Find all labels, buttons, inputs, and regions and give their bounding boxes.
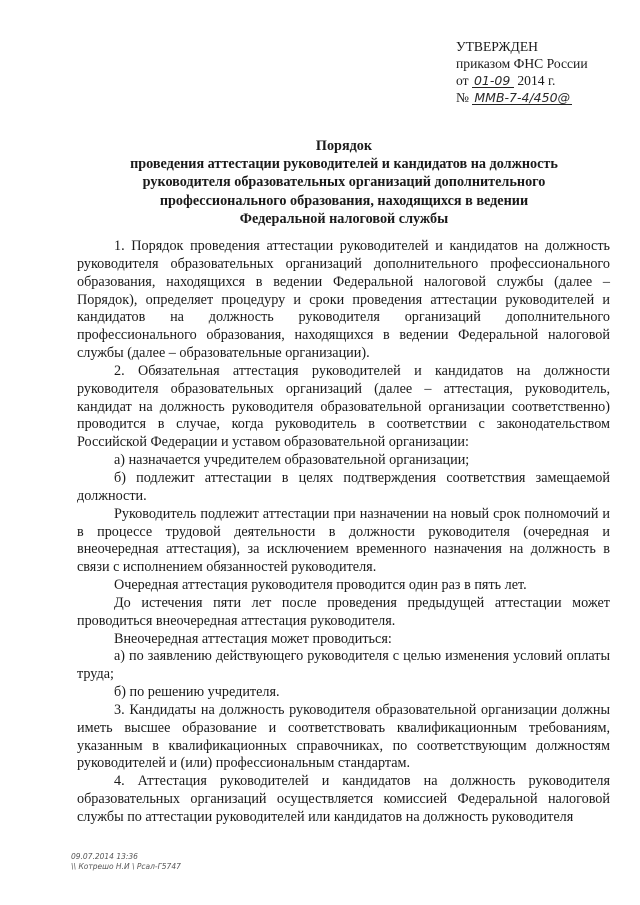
date-suffix: 2014 г. xyxy=(517,73,556,88)
paragraph-extraordinary: Внеочередная аттестация может проводиться: xyxy=(114,630,392,647)
title-line-1: Порядок xyxy=(315,138,373,154)
document-footer xyxy=(71,852,181,872)
paragraph-2: 2. Обязательная аттестация руководителей и кандидатов на должности руководителя образовательных организаций (далее – аттестация, руководитель, кандидат на должность руководителя образовательной организации соответственно) проводится в случае, когда руководитель в соответствии с законодательством Российской Федерации и уставом образовательной организации: xyxy=(77,362,610,451)
approved-label: УТВЕРЖДЕН xyxy=(456,39,538,54)
paragraph-2b: б) подлежит аттестации в целях подтверждения соответствия замещаемой должности. xyxy=(77,469,610,504)
handwritten-date: 01-09 xyxy=(472,74,514,88)
paragraph-1: 1. Порядок проведения аттестации руководителей и кандидатов на должность руководителя образовательных организаций дополнительного профессионального образования, находящихся в ведении Федеральной налоговой службы (далее – Порядок), определяет процедуру и сроки проведения аттестации руководителей и кандидатов на должность руководителя организаций дополнительного профессионального образования, находящихся в ведении Федеральной налоговой службы (далее – образовательные организации). xyxy=(77,238,610,362)
title-line-2: проведения аттестации руководителей и кандидатов на должность xyxy=(130,156,558,173)
paragraph-4: 4. Аттестация руководителей и кандидатов на должность руководителя образовательных организаций осуществляется комиссией Федеральной налоговой службы по аттестации руководителей или кандидатов на должность руководителя xyxy=(77,773,610,825)
footer-timestamp: 09.07.2014 13:36 xyxy=(71,852,138,861)
paragraph-regular-attestation: Очередная аттестация руководителя проводится один раз в пять лет. xyxy=(114,577,527,594)
document-title xyxy=(70,137,618,228)
document-body xyxy=(77,238,610,827)
paragraph-extraordinary-a: а) по заявлению действующего руководителя с целью изменения условий оплаты труда; xyxy=(77,648,610,683)
approval-block xyxy=(456,38,588,106)
paragraph-early-attestation: До истечения пяти лет после проведения предыдущей аттестации может проводиться внеочередная аттестация руководителя. xyxy=(77,594,610,629)
handwritten-number: ММВ-7-4/450@ xyxy=(474,90,571,105)
title-line-5: Федеральной налоговой службы xyxy=(239,210,449,227)
approved-by-order: приказом ФНС России xyxy=(456,56,588,71)
footer-file-path: \\ Котрешо Н.И \ Рсал-Г5747 xyxy=(71,862,181,871)
approval-date-line xyxy=(456,72,588,89)
approval-number-line xyxy=(456,89,588,106)
date-prefix: от xyxy=(456,73,469,88)
paragraph-2a: а) назначается учредителем образовательной организации; xyxy=(114,452,470,469)
paragraph-manager-attestation: Руководитель подлежит аттестации при назначении на новый срок полномочий и в процессе трудовой деятельности в должности руководителя (очередная и внеочередная аттестация), за исключением временного назначения на должность в связи с исполнением обязанностей руководителя. xyxy=(77,505,610,576)
title-line-3: руководителя образовательных организаций дополнительного xyxy=(142,174,546,191)
number-prefix: № xyxy=(456,90,469,105)
paragraph-extraordinary-b: б) по решению учредителя. xyxy=(114,684,280,701)
title-line-4: профессионального образования, находящихся в ведении xyxy=(159,192,529,209)
paragraph-3: 3. Кандидаты на должность руководителя образовательной организации должны иметь высшее образование и соответствовать квалификационным требованиям, указанным в квалификационных справочниках, по соответствующим должностям руководителей и (или) профессиональным стандартам. xyxy=(77,701,610,772)
